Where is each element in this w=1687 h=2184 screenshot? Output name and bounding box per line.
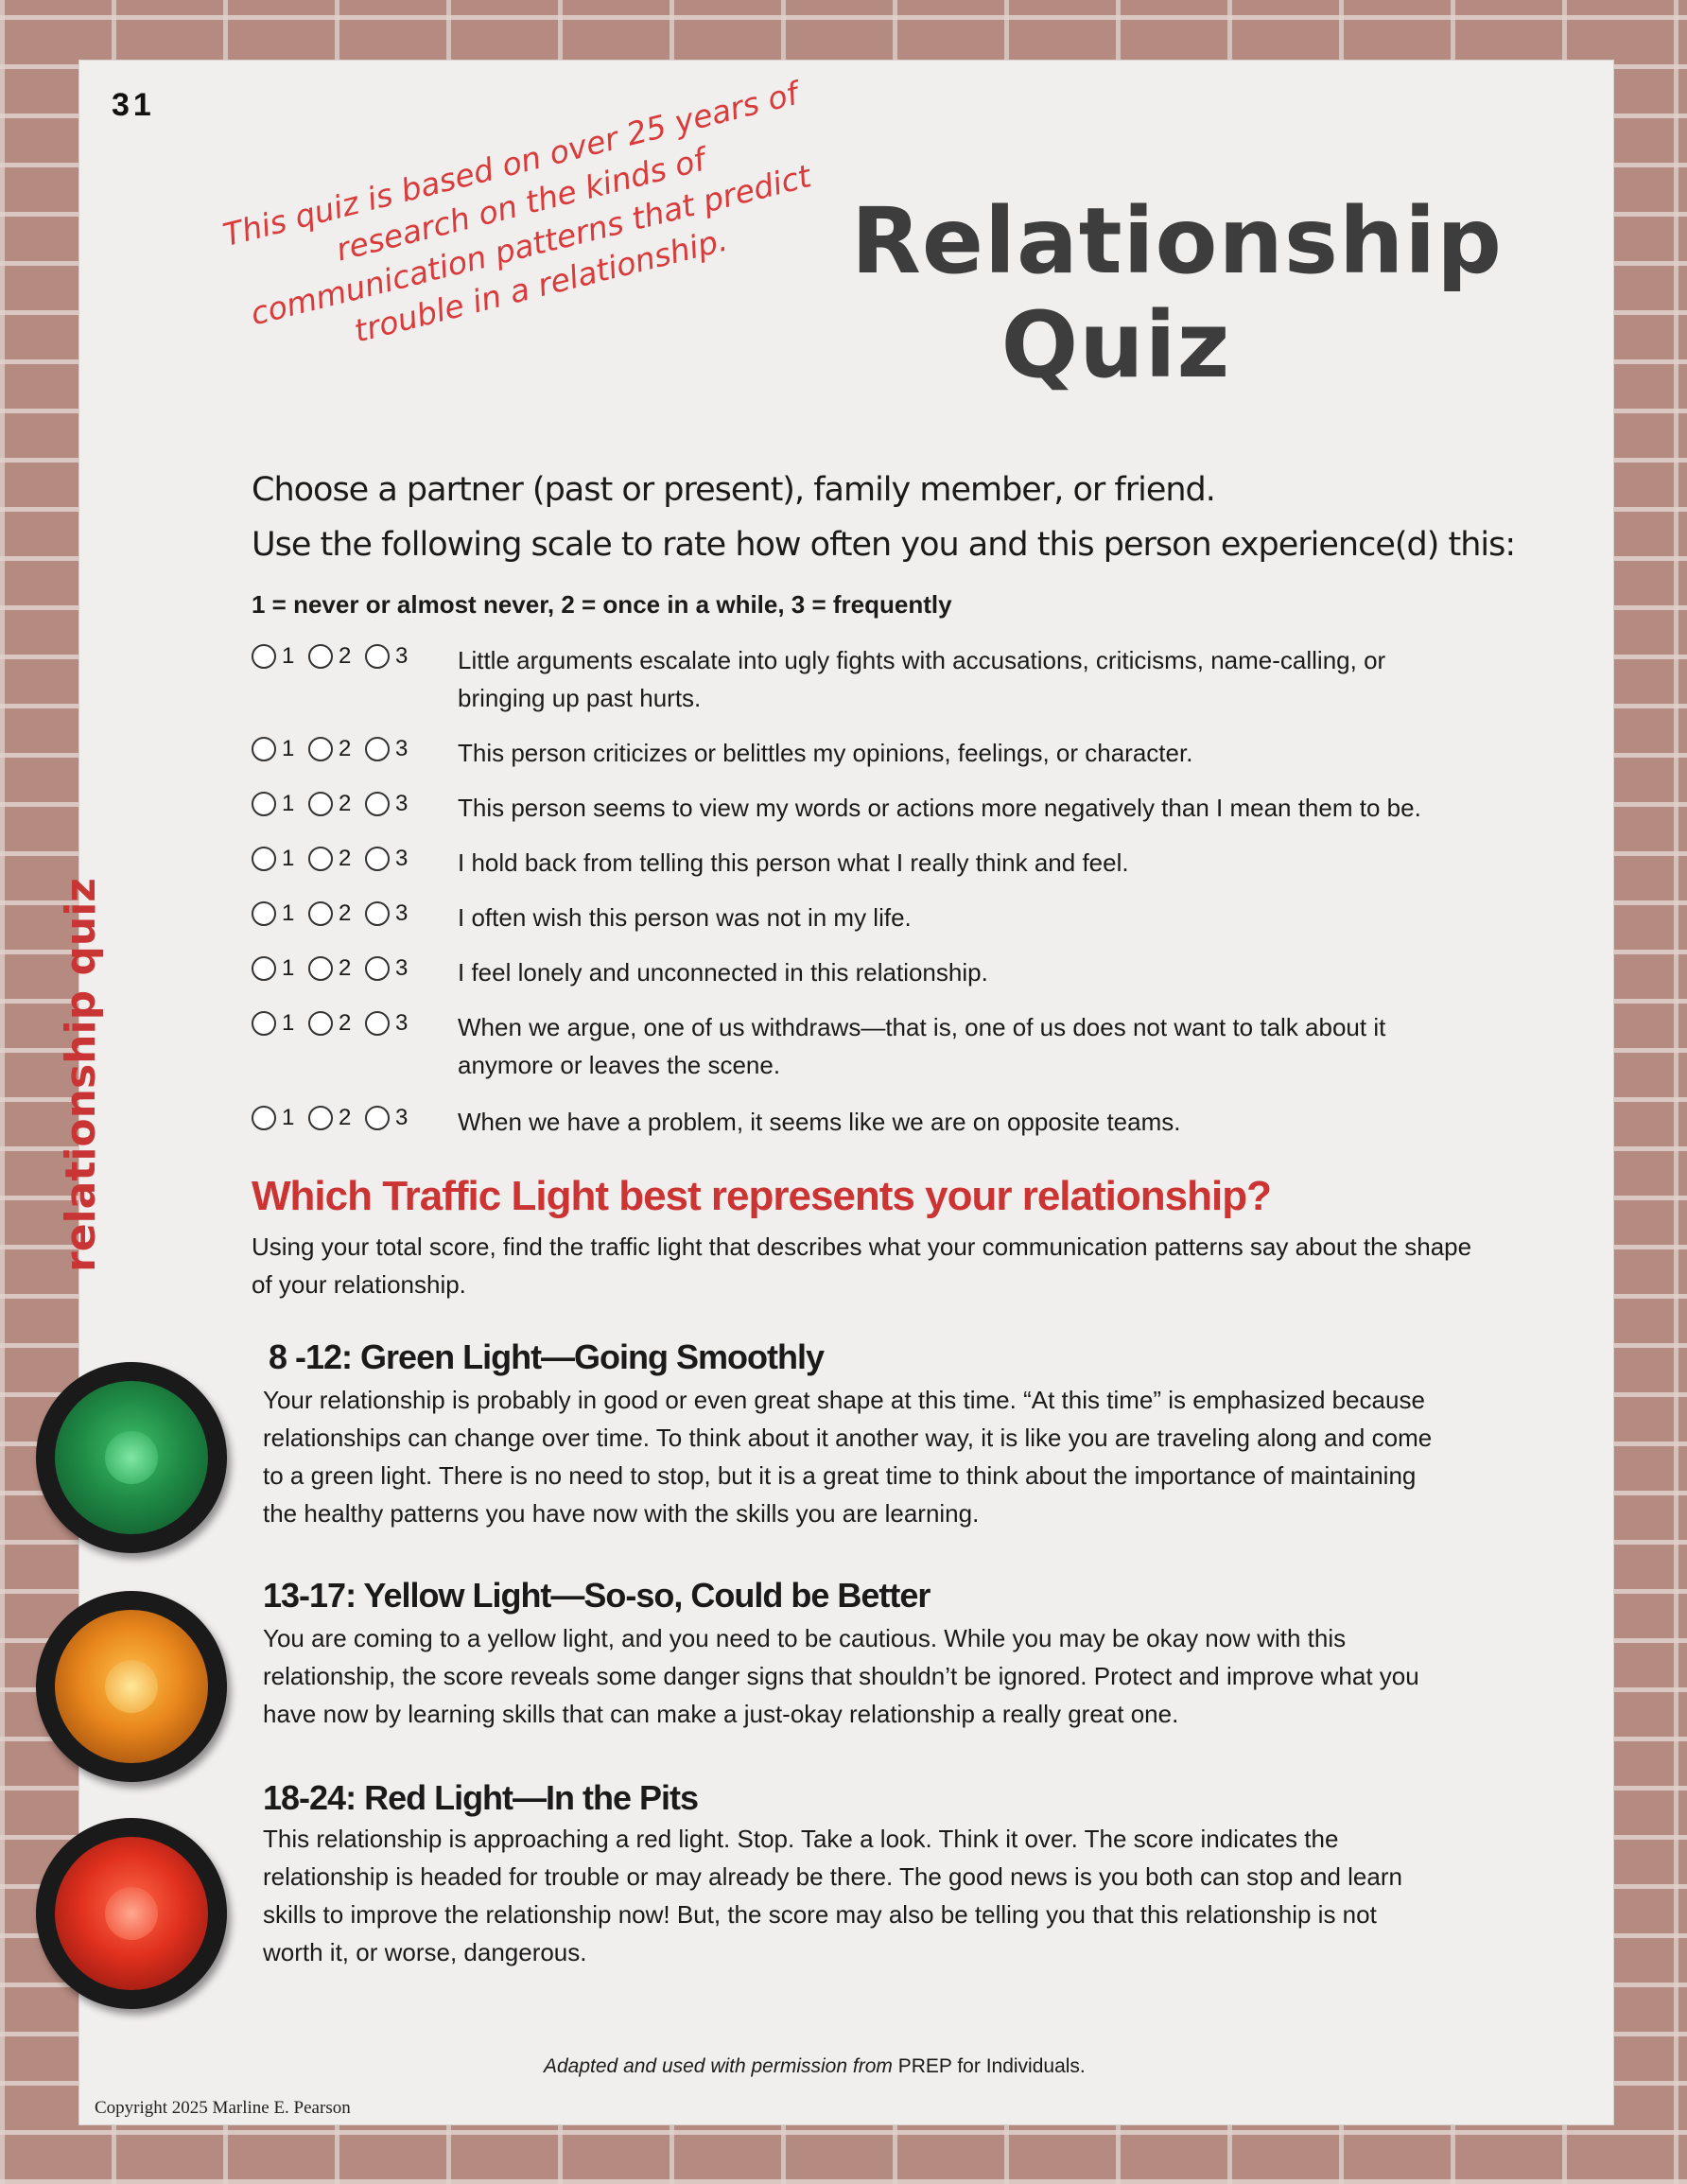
green-band-text: Your relationship is probably in good or even great shape at this time. “At this time” is emphasized because relationships can change over time. To think about it another way, it is like you are traveling along and come to a green light. There is no need to stop, but it is a great time to think about the importance of maintaining the healthy patterns you have now with the skills you are learning. (263, 1386, 1433, 1528)
rating-scale: 1 = never or almost never, 2 = once in a while, 3 = frequently (252, 590, 952, 619)
copyright: Copyright 2025 Marline E. Pearson (95, 2098, 351, 2118)
section-description: Using your total score, find the traffic light that describes what your communication patterns say about the shape of your relationship. (252, 1232, 1472, 1299)
radio-button[interactable] (365, 956, 390, 981)
radio-button[interactable] (308, 1106, 333, 1130)
radio-button[interactable] (308, 792, 333, 816)
radio-button[interactable] (365, 847, 390, 871)
rating-options (252, 791, 422, 817)
page-number: 31 (112, 87, 155, 123)
rating-options (252, 846, 422, 872)
rating-option-2[interactable]: 2 (308, 791, 357, 817)
rating-option-2[interactable]: 2 (308, 846, 357, 872)
red-band-text: This relationship is approaching a red light. Stop. Take a look. Think it over. The score indicates the relationship is headed for trouble or may already be there. The good news is you both can stop and learn skills to improve the relationship now! But, the score may also be telling you that this relationship is not worth it, or worse, dangerous. (263, 1825, 1402, 1966)
quiz-item-text: Little arguments escalate into ugly fights with accusations, criticisms, name-calling, or bringing up past hurts. (458, 646, 1386, 712)
radio-button[interactable] (308, 644, 333, 669)
red-band-title: 18-24: Red Light—In the Pits (263, 1778, 699, 1817)
rating-option-1[interactable]: 1 (252, 643, 301, 670)
radio-button[interactable] (252, 1106, 276, 1130)
radio-button[interactable] (252, 847, 276, 871)
rating-option-3[interactable]: 3 (365, 736, 414, 762)
rating-option-3[interactable]: 3 (365, 791, 414, 817)
rating-option-2[interactable]: 2 (308, 643, 357, 670)
credit-plain: PREP for Individuals. (892, 2055, 1086, 2077)
rating-option-3[interactable]: 3 (365, 955, 414, 982)
side-label: relationship quiz (57, 878, 105, 1272)
rating-option-1[interactable]: 1 (252, 846, 301, 872)
quiz-item-text: I often wish this person was not in my life. (458, 903, 912, 932)
radio-button[interactable] (365, 1106, 390, 1130)
rating-options (252, 1010, 422, 1037)
radio-button[interactable] (365, 644, 390, 669)
intro-line-2: Use the following scale to rate how often you and this person experience(d) this: (252, 526, 1516, 564)
quiz-item-text: I hold back from telling this person what I really think and feel. (458, 848, 1129, 877)
rating-option-2[interactable]: 2 (308, 736, 357, 762)
section-title: Which Traffic Light best represents your relationship? (252, 1173, 1271, 1219)
credit-line (544, 2055, 1086, 2078)
rating-option-3[interactable]: 3 (365, 1010, 414, 1037)
radio-button[interactable] (308, 847, 333, 871)
rating-option-1[interactable]: 1 (252, 955, 301, 982)
quiz-item-text: When we have a problem, it seems like we are on opposite teams. (458, 1108, 1181, 1136)
rating-option-3[interactable]: 3 (365, 643, 414, 670)
title-line-2: Quiz (1000, 292, 1231, 398)
rating-option-3[interactable]: 3 (365, 1105, 414, 1131)
radio-button[interactable] (365, 737, 390, 761)
radio-button[interactable] (252, 644, 276, 669)
rating-option-1[interactable]: 1 (252, 736, 301, 762)
credit-italic: Adapted and used with permission from (544, 2055, 893, 2077)
green-light-icon (36, 1362, 227, 1553)
radio-button[interactable] (365, 901, 390, 926)
radio-button[interactable] (252, 956, 276, 981)
page-title (851, 188, 1503, 398)
radio-button[interactable] (252, 1011, 276, 1036)
rating-option-2[interactable]: 2 (308, 900, 357, 927)
yellow-band-text: You are coming to a yellow light, and you need to be cautious. While you may be okay now with this relationship, the score reveals some danger signs that shouldn’t be ignored. Protect and improve what you have now by learning skills that can make a just-okay relationship a really great one. (263, 1624, 1419, 1728)
rating-options (252, 643, 422, 670)
rating-option-3[interactable]: 3 (365, 846, 414, 872)
quiz-item-text: I feel lonely and unconnected in this relationship. (458, 958, 988, 987)
red-light-icon (36, 1818, 227, 2009)
handwritten-note: This quiz is based on over 25 years of research on the kinds of communication patterns that predict trouble in a relationship. (218, 74, 815, 350)
radio-button[interactable] (308, 901, 333, 926)
rating-option-1[interactable]: 1 (252, 1105, 301, 1131)
rating-option-1[interactable]: 1 (252, 900, 301, 927)
rating-options (252, 736, 422, 762)
radio-button[interactable] (365, 1011, 390, 1036)
quiz-item-text: When we argue, one of us withdraws—that is, one of us does not want to talk about it anymore or leaves the scene. (458, 1013, 1386, 1079)
radio-button[interactable] (308, 956, 333, 981)
radio-button[interactable] (252, 901, 276, 926)
yellow-light-icon (36, 1591, 227, 1782)
green-band-title: 8 -12: Green Light—Going Smoothly (269, 1337, 825, 1376)
rating-option-1[interactable]: 1 (252, 1010, 301, 1037)
rating-options (252, 955, 422, 982)
radio-button[interactable] (252, 792, 276, 816)
rating-option-1[interactable]: 1 (252, 791, 301, 817)
title-line-1: Relationship (851, 188, 1503, 294)
rating-option-2[interactable]: 2 (308, 955, 357, 982)
rating-option-2[interactable]: 2 (308, 1105, 357, 1131)
rating-options (252, 900, 422, 927)
radio-button[interactable] (308, 737, 333, 761)
rating-option-2[interactable]: 2 (308, 1010, 357, 1037)
quiz-item-text: This person seems to view my words or actions more negatively than I mean them to be. (458, 794, 1421, 822)
rating-option-3[interactable]: 3 (365, 900, 414, 927)
quiz-item-text: This person criticizes or belittles my opinions, feelings, or character. (458, 739, 1193, 767)
yellow-band-title: 13-17: Yellow Light—So-so, Could be Better (263, 1576, 930, 1615)
radio-button[interactable] (308, 1011, 333, 1036)
radio-button[interactable] (252, 737, 276, 761)
intro-line-1: Choose a partner (past or present), family member, or friend. (252, 471, 1215, 509)
radio-button[interactable] (365, 792, 390, 816)
rating-options (252, 1105, 422, 1131)
